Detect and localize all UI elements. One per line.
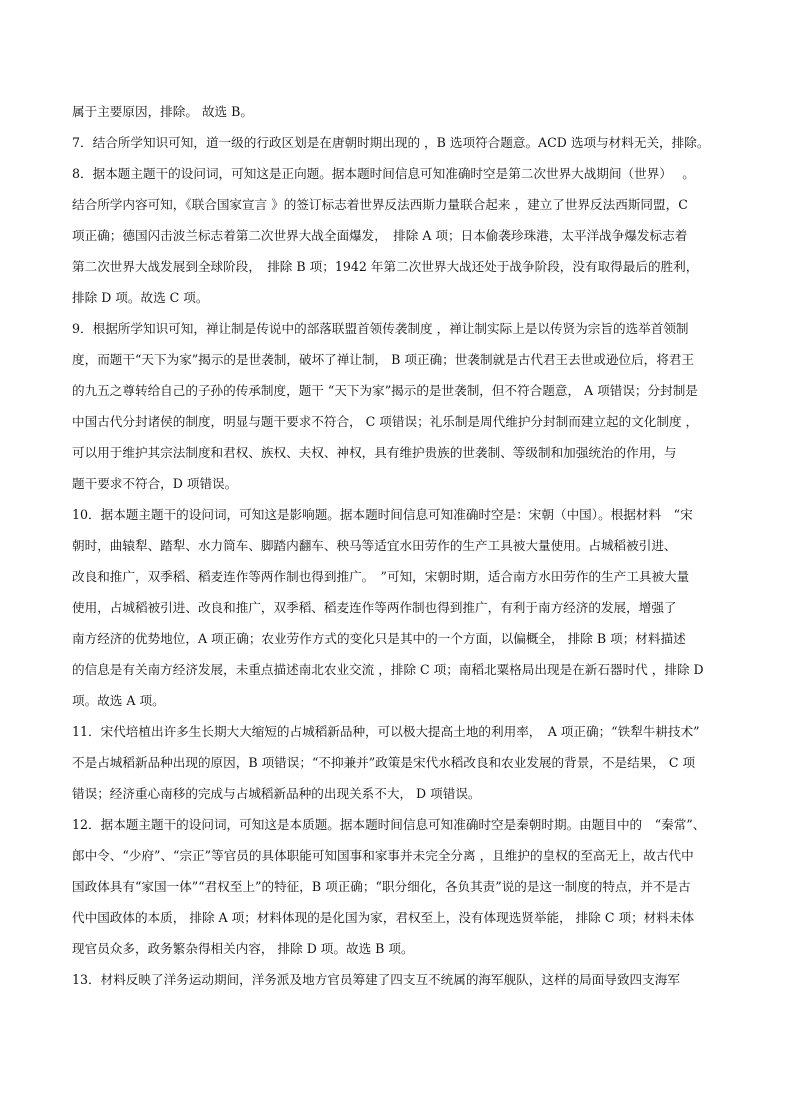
text-line: 朝时，曲辕犁、踏犁、水力筒车、脚踏内翻车、秧马等适宜水田劳作的生产工具被大量使用。占城稻被引进、: [72, 538, 677, 553]
text-line: 9．根据所学知识可知，禅让制是传说中的部落联盟首领传袭制度 ，禅让制实际上是以传贤为宗旨的选举首领制: [72, 321, 689, 336]
text-line: 可以用于维护其宗法制度和君权、族权、夫权、神权，具有维护贵族的世袭制、等级制和加强统治的作用，与: [72, 445, 677, 460]
text-line: 项。故选 A 项。: [72, 693, 165, 708]
text-line: 郎中令、“少府”、“宗正”等官员的具体职能可知国事和家事并未完全分离 ，且维护的皇权的至高无上，故古代中: [72, 848, 694, 863]
text-line: 项正确；德国闪击波兰标志着第二次世界大战全面爆发， 排除 A 项；日本偷袭珍珠港，太平洋战争爆发标志着: [72, 228, 688, 243]
text-line: 南方经济的优势地位，A 项正确；农业劳作方式的变化只是其中的一个方面，以偏概全， 排除 B 项；材料描述: [72, 631, 686, 646]
text-line: 国政体具有“家国一体”“君权至上”的特征，B 项正确；“职分细化，各负其责”说的是这一制度的特点，并不是古: [72, 879, 691, 894]
text-line: 度，而题干“天下为家”揭示的是世袭制，破坏了禅让制， B 项正确；世袭制就是古代君王去世或逊位后，将君王: [72, 352, 695, 367]
text-line: 排除 D 项。故选 C 项。: [72, 290, 209, 305]
text-line: 题干要求不符合，D 项错误。: [72, 476, 238, 491]
text-line: 现官员众多，政务繁杂得相关内容， 排除 D 项。故选 B 项。: [72, 941, 414, 956]
text-line: 使用，占城稻被引进、改良和推广，双季稻、稻麦连作等两作制也得到推广，有利于南方经济的发展，增强了: [72, 600, 677, 615]
text-line: 中国古代分封诸侯的制度，明显与题干要求不符合， C 项错误；礼乐制是周代维护分封制而建立起的文化制度 ，: [72, 414, 699, 429]
text-line: 7．结合所学知识可知，道一级的行政区划是在唐朝时期出现的 ，B 选项符合题意。ACD 选项与材料无关，排除。: [72, 135, 710, 150]
text-line: 11．宋代培植出许多生长期大大缩短的占城稻新品种，可以极大提高土地的利用率， A 项正确；“铁犁牛耕技术”: [72, 724, 700, 739]
text-line: 13．材料反映了洋务运动期间，洋务派及地方官员筹建了四支互不统属的海军舰队，这样的局面导致四支海军: [72, 972, 680, 987]
text-line: 12．据本题主题干的设问词，可知这是本质题。据本题时间信息可知准确时空是秦朝时期。由题目中的 “秦常”、: [72, 817, 706, 832]
text-line: 错误；经济重心南移的完成与占城稻新品种的出现关系不大， D 项错误。: [72, 786, 481, 801]
text-line: 改良和推广，双季稻、稻麦连作等两作制也得到推广。 ”可知，宋朝时期，适合南方水田劳作的生产工具被大量: [72, 569, 690, 584]
text-line: 8．据本题主题干的设问词，可知这是正向题。据本题时间信息可知准确时空是第二次世界大战期间（世界） 。: [72, 166, 695, 181]
text-line: 的九五之尊转给自己的子孙的传承制度，题干 “天下为家”揭示的是世袭制，但不符合题意， A 项错误；分封制是: [72, 383, 698, 398]
text-line: 代中国政体的本质， 排除 A 项；材料体现的是化国为家，君权至上，没有体现选贤举能， 排除 C 项；材料未体: [72, 910, 695, 925]
text-line: 不是占城稻新品种出现的原因，B 项错误；“不抑兼并”政策是宋代水稻改良和农业发展的背景，不是结果， C 项: [72, 755, 696, 770]
text-line: 结合所学内容可知，《联合国家宣言 》的签订标志着世界反法西斯力量联合起来 ，建立了世界反法西斯同盟，C: [72, 197, 688, 212]
text-line: 的信息是有关南方经济发展，未重点描述南北农业交流 ，排除 C 项；南稻北粟格局出现是在新石器时代 ，排除 D: [72, 662, 704, 677]
text-line: 属于主要原因，排除。 故选 B。: [72, 104, 253, 119]
text-line: 第二次世界大战发展到全球阶段， 排除 B 项；1942 年第二次世界大战还处于战争阶段，没有取得最后的胜利，: [72, 259, 699, 274]
text-line: 10．据本题主题干的设问词，可知这是影响题。据本题时间信息可知准确时空是：宋朝（中国）。根据材料 “宋: [72, 507, 693, 522]
